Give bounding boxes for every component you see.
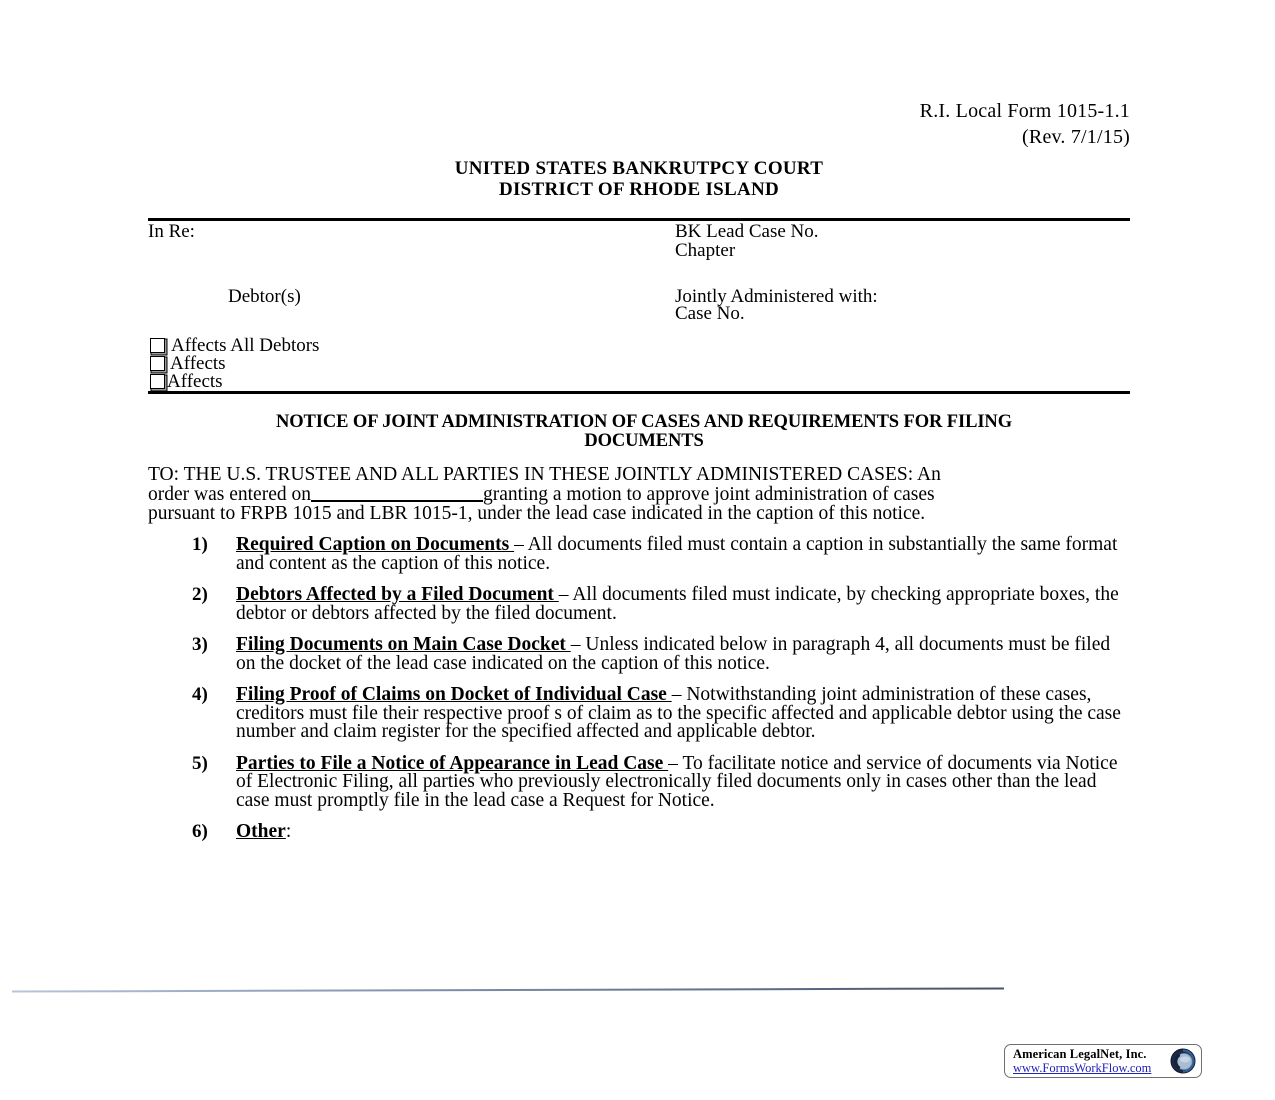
item-body: – All documents filed must indicate, by checking appropriate boxes, the debtor or debtors affected by the filed document.	[236, 584, 1119, 624]
item-body: – All documents filed must contain a caption in substantially the same format and content as the caption of this notice.	[236, 534, 1118, 574]
intro-line-3: pursuant to FRPB 1015 and LBR 1015-1, under the lead case indicated in the caption of this notice.	[148, 503, 926, 524]
chapter-label: Chapter	[675, 240, 736, 261]
list-item	[178, 823, 1130, 842]
american-legalnet-logo-icon	[1170, 1048, 1196, 1074]
badge-text	[1013, 1047, 1155, 1075]
requirements-list	[178, 536, 1130, 855]
form-identifier	[148, 98, 1130, 150]
affects-row-2[interactable]	[150, 353, 620, 374]
checkbox-icon[interactable]	[150, 356, 165, 371]
caption-bottom-rule	[148, 391, 1130, 394]
footer-divider	[12, 987, 1004, 992]
item-heading: Debtors Affected by a Filed Document	[236, 584, 559, 605]
intro-line-2-before-blank: order was entered on	[148, 483, 311, 505]
item-body: – To facilitate notice and service of documents via Notice of Electronic Filing, all parties who previously electronically filed documents only in cases other than the lead case must promptly file in the lead case a Request for Notice.	[236, 752, 1118, 811]
jointly-administered-label: Jointly Administered with:	[675, 286, 878, 307]
list-item	[178, 686, 1130, 742]
notice-intro-paragraph	[148, 465, 1123, 524]
intro-line-2-after-blank: granting a motion to approve joint administration of cases	[482, 483, 935, 505]
item-body: – Notwithstanding joint administration of these cases, creditors must file their respective proof s of claim as to the specific affected and applicable debtor using the case number and claim register for the specified affected and applicable debtor.	[236, 684, 1121, 742]
affects-label-2: Affects	[170, 353, 226, 374]
item-heading: Filing Documents on Main Case Docket	[236, 634, 571, 655]
list-item	[178, 536, 1130, 573]
order-date-blank-field[interactable]	[311, 500, 483, 502]
affects-all-debtors-row[interactable]	[150, 335, 620, 356]
notice-title	[174, 413, 1114, 451]
checkbox-icon[interactable]	[150, 374, 165, 389]
form-number: R.I. Local Form 1015-1.1	[919, 100, 1130, 122]
list-item	[178, 752, 1130, 811]
item-body: :	[285, 821, 292, 842]
affects-checkbox-group	[150, 335, 620, 392]
item-number: 5)	[192, 752, 208, 774]
item-number: 3)	[192, 634, 208, 655]
affects-all-debtors-label: Affects All Debtors	[171, 335, 320, 356]
item-number: 4)	[192, 684, 208, 705]
item-heading: Other	[236, 821, 286, 842]
affects-label-3: Affects	[167, 371, 223, 392]
notice-title-line-1: NOTICE OF JOINT ADMINISTRATION OF CASES AND REQUIREMENTS FOR FILING	[276, 412, 1012, 432]
item-heading: Required Caption on Documents	[236, 534, 515, 555]
checkbox-icon[interactable]	[150, 338, 165, 353]
company-url-link[interactable]: www.FormsWorkFlow.com	[1013, 1061, 1152, 1075]
bk-lead-case-no-label: BK Lead Case No.	[675, 221, 819, 242]
case-no-label: Case No.	[675, 303, 745, 324]
intro-line-1: TO: THE U.S. TRUSTEE AND ALL PARTIES IN THESE JOINTLY ADMINISTERED CASES: An	[148, 464, 941, 485]
item-number: 1)	[192, 534, 208, 555]
in-re-label: In Re:	[148, 221, 195, 242]
affects-row-3[interactable]	[150, 371, 620, 392]
american-legalnet-badge[interactable]	[1004, 1044, 1202, 1078]
debtors-label: Debtor(s)	[228, 286, 301, 307]
item-heading: Parties to File a Notice of Appearance in Lead Case	[236, 752, 669, 774]
item-heading: Filing Proof of Claims on Docket of Individual Case	[236, 684, 672, 705]
form-revision-date: (Rev. 7/1/15)	[1022, 126, 1130, 148]
company-name: American LegalNet, Inc.	[1013, 1047, 1147, 1061]
item-number: 6)	[192, 821, 208, 842]
list-item	[178, 636, 1130, 673]
item-number: 2)	[192, 584, 208, 605]
intro-line-2	[148, 485, 1123, 505]
case-caption	[148, 221, 1130, 392]
list-item	[178, 586, 1130, 623]
notice-title-line-2: DOCUMENTS	[584, 431, 704, 451]
court-heading	[148, 158, 1130, 200]
court-name: UNITED STATES BANKRUTPCY COURT	[454, 158, 824, 179]
court-district: DISTRICT OF RHODE ISLAND	[498, 179, 780, 200]
item-body: – Unless indicated below in paragraph 4, all documents must be filed on the docket of the lead case indicated on the caption of this notice.	[236, 634, 1111, 674]
